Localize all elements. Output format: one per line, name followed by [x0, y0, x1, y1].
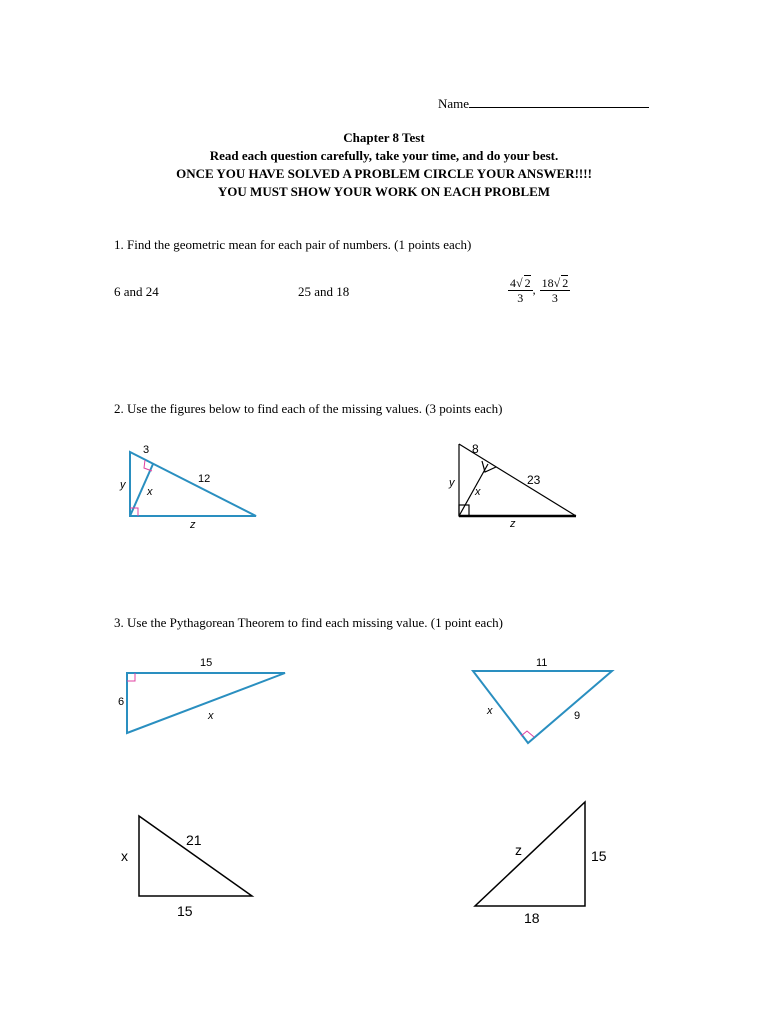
q3d-label-base: 18 [524, 910, 540, 926]
instruction-line-1: Read each question carefully, take your time, and do your best. [209, 148, 559, 163]
q3a-label-top: 15 [200, 657, 213, 669]
q3c-label-hyp: 21 [186, 832, 202, 848]
q3a-label-left: 6 [118, 696, 125, 708]
name-label: Name [438, 96, 470, 111]
question-1-pair-b: 25 and 18 [298, 284, 350, 299]
question-2-prompt: 2. Use the figures below to find each of the missing values. (3 points each) [114, 401, 503, 416]
q2b-label-top: 8 [472, 442, 479, 456]
question-1-pair-a: 6 and 24 [114, 284, 159, 299]
q2b-label-base: z [510, 518, 516, 530]
question-1-prompt: 1. Find the geometric mean for each pair of numbers. (1 points each) [114, 237, 472, 252]
q2b-label-altitude: x [475, 486, 481, 498]
fraction-b-coefficient: 18 [541, 276, 554, 290]
fraction-b-denominator: 3 [551, 291, 558, 305]
q3b-label-right: 9 [574, 710, 581, 722]
page-title: Chapter 8 Test [343, 130, 425, 145]
fraction-a-coefficient: 4 [510, 276, 516, 290]
fraction-separator: , [532, 282, 536, 297]
q2a-label-hyp: 12 [198, 473, 211, 485]
fraction-b-radicand: 2 [562, 276, 569, 290]
q2b-label-hyp: 23 [527, 473, 541, 487]
instruction-line-2: ONCE YOU HAVE SOLVED A PROBLEM CIRCLE YOUR ANSWER!!!! [176, 166, 592, 181]
q3b-label-top: 11 [536, 657, 548, 669]
q2a-label-base: z [190, 519, 196, 531]
q3c-label-base: 15 [177, 903, 193, 919]
fraction-a: $\frac{4√ 2}{3}$ [510, 276, 531, 305]
fraction-a-denominator: 3 [517, 291, 524, 305]
question-3-prompt: 3. Use the Pythagorean Theorem to find each missing value. (1 point each) [114, 615, 503, 630]
q2a-label-left: y [120, 479, 126, 491]
q3c-label-left: x [121, 848, 128, 864]
q3d-label-hyp: z [515, 842, 522, 858]
q2a-label-top: 3 [143, 444, 150, 456]
q3b-label-left: x [487, 705, 493, 717]
q2a-label-altitude: x [147, 486, 153, 498]
fraction-a-radicand: 2 [524, 276, 531, 290]
q2b-label-left: y [449, 477, 455, 489]
q3a-label-hyp: x [208, 710, 214, 722]
q3d-label-right: 15 [591, 848, 607, 864]
instruction-line-3: YOU MUST SHOW YOUR WORK ON EACH PROBLEM [217, 184, 551, 199]
fraction-b: $\frac{18√ 2}{3}$ [541, 276, 569, 305]
q3d-triangle [475, 802, 585, 906]
